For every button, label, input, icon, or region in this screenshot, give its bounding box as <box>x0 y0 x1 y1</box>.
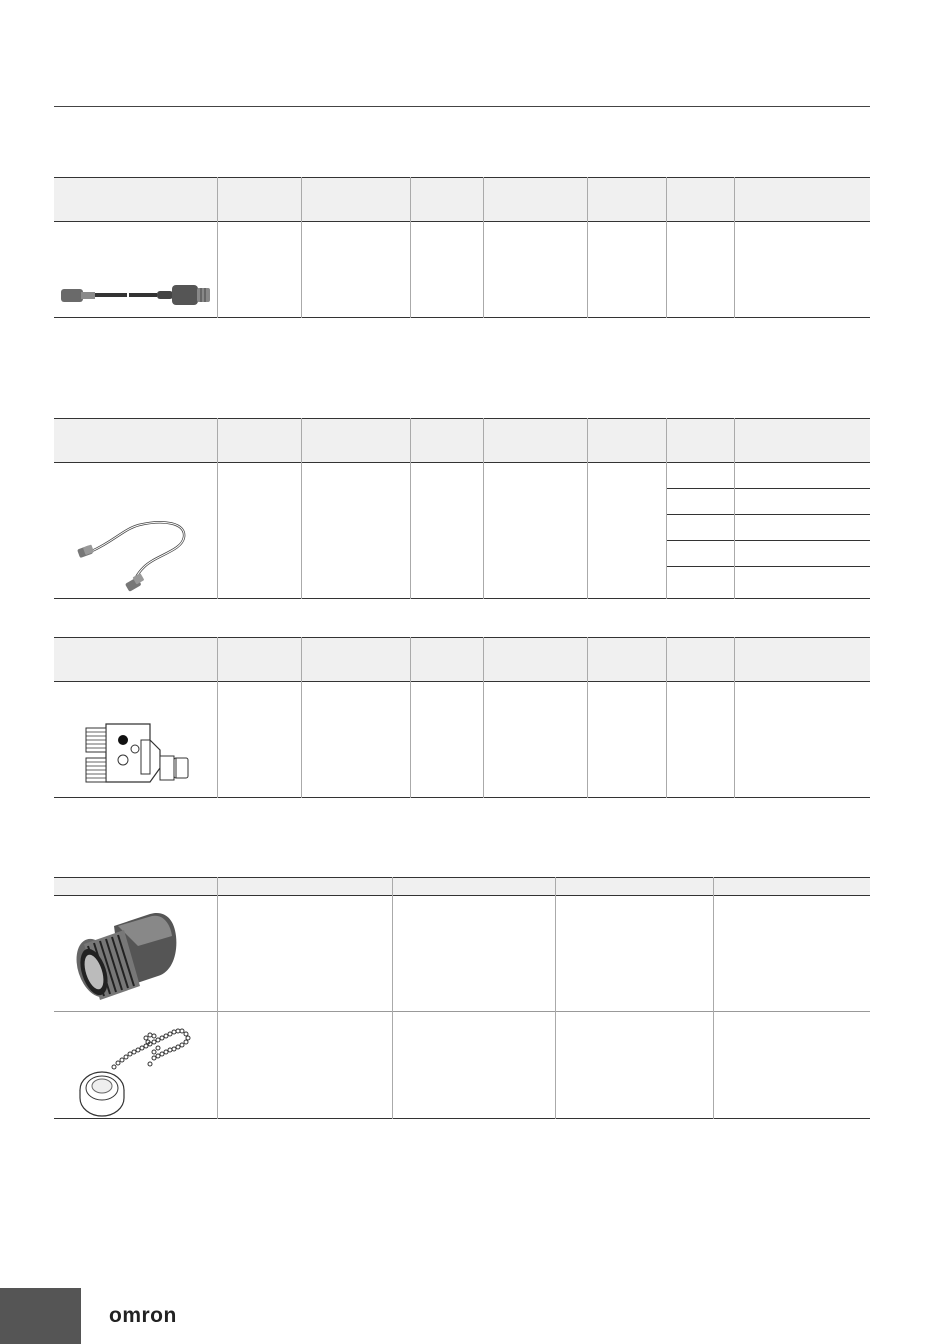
table-header-row <box>54 419 870 463</box>
sub-cell <box>735 463 871 489</box>
table-row <box>54 1012 870 1119</box>
table-cell <box>301 682 410 798</box>
table-cell <box>587 222 666 318</box>
table-header-row <box>54 638 870 682</box>
table-header-row <box>54 878 870 896</box>
header-cell <box>734 419 870 463</box>
header-cell <box>217 638 301 682</box>
header-cell <box>301 638 410 682</box>
product-image-cell <box>54 222 217 318</box>
header-cell <box>54 638 217 682</box>
header-cell <box>734 638 870 682</box>
table-cell <box>587 463 666 599</box>
table-cell <box>392 896 555 1012</box>
y-joint-image <box>54 682 217 798</box>
table-row <box>54 682 870 798</box>
product-image-cell <box>54 1012 217 1119</box>
table-cell <box>217 896 392 1012</box>
table-cell <box>666 222 734 318</box>
header-cell <box>587 419 666 463</box>
header-cell <box>713 878 870 896</box>
header-cell <box>217 878 392 896</box>
header-cell <box>666 178 734 222</box>
header-cell <box>54 178 217 222</box>
product-image-cell <box>54 896 217 1012</box>
table-cell <box>713 1012 870 1119</box>
table-cell <box>392 1012 555 1119</box>
page-number-block <box>0 1288 81 1344</box>
extension-cable-table <box>54 418 870 599</box>
extension-cable-image <box>54 463 217 599</box>
model-cells <box>734 463 870 599</box>
cable-image <box>54 222 217 318</box>
table-cell <box>555 1012 713 1119</box>
sub-cell <box>667 567 734 594</box>
header-cell <box>587 178 666 222</box>
sub-cell <box>735 541 871 567</box>
header-cell <box>217 178 301 222</box>
top-rule <box>54 106 870 107</box>
product-image-cell <box>54 682 217 798</box>
sub-cell <box>735 489 871 515</box>
table-row <box>54 463 870 599</box>
product-image-cell <box>54 463 217 599</box>
header-cell <box>410 638 483 682</box>
header-cell <box>483 178 587 222</box>
header-cell <box>555 878 713 896</box>
header-cell <box>301 419 410 463</box>
length-cells <box>666 463 734 599</box>
header-cell <box>217 419 301 463</box>
table-cell <box>217 222 301 318</box>
table-cell <box>483 463 587 599</box>
table-cell <box>301 463 410 599</box>
table-cell <box>217 463 301 599</box>
table-cell <box>713 896 870 1012</box>
table-cell <box>217 682 301 798</box>
sub-cell <box>735 515 871 541</box>
brand-logo: omron <box>109 1304 177 1327</box>
cable-table <box>54 177 870 318</box>
header-cell <box>483 638 587 682</box>
sub-cell <box>667 515 734 541</box>
table-cell <box>734 682 870 798</box>
header-cell <box>410 178 483 222</box>
header-cell <box>734 178 870 222</box>
header-cell <box>54 419 217 463</box>
table-header-row <box>54 178 870 222</box>
table-cell <box>587 682 666 798</box>
header-cell <box>483 419 587 463</box>
header-cell <box>54 878 217 896</box>
table-cell <box>734 222 870 318</box>
table-cell <box>410 222 483 318</box>
sub-cell <box>667 489 734 515</box>
header-cell <box>392 878 555 896</box>
sub-cell <box>667 541 734 567</box>
table-cell <box>555 896 713 1012</box>
table-cell <box>301 222 410 318</box>
table-cell <box>666 682 734 798</box>
sub-cell <box>735 567 871 594</box>
header-cell <box>410 419 483 463</box>
adapter-image <box>54 896 217 1012</box>
y-joint-table <box>54 637 870 798</box>
table-row <box>54 896 870 1012</box>
header-cell <box>587 638 666 682</box>
table-cell <box>483 222 587 318</box>
table-cell <box>410 682 483 798</box>
accessory-table <box>54 877 870 1119</box>
header-cell <box>666 638 734 682</box>
table-cell <box>483 682 587 798</box>
header-cell <box>666 419 734 463</box>
header-cell <box>301 178 410 222</box>
table-cell <box>410 463 483 599</box>
table-row <box>54 222 870 318</box>
table-cell <box>217 1012 392 1119</box>
sub-cell <box>667 463 734 489</box>
cap-image <box>54 1012 217 1119</box>
